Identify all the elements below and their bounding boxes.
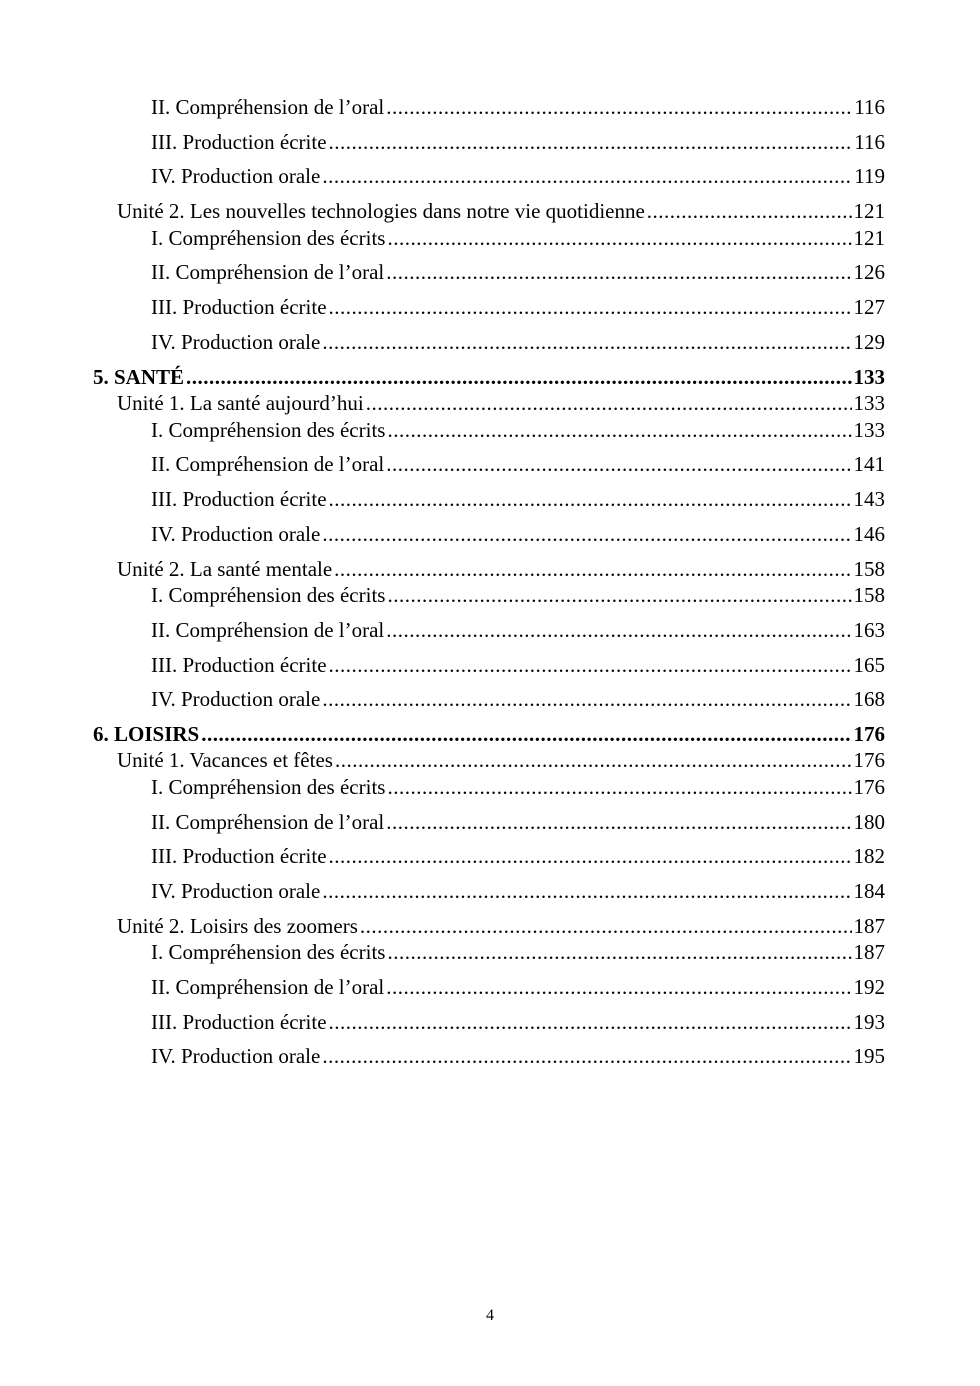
dot-leader xyxy=(335,747,852,773)
toc-entry-title: III. Production écrite xyxy=(151,130,327,154)
page-number: 4 xyxy=(486,1307,494,1324)
dot-leader xyxy=(329,843,852,869)
toc-entry-title: Unité 1. La santé aujourd’hui xyxy=(117,391,364,415)
dot-leader xyxy=(322,878,851,904)
toc-entry-page: 146 xyxy=(853,522,885,546)
toc-entry-page: 129 xyxy=(853,330,885,354)
dot-leader xyxy=(201,721,851,747)
toc-entry-page: 133 xyxy=(853,391,885,415)
dot-leader xyxy=(186,364,851,390)
toc-entry-title: I. Compréhension des écrits xyxy=(151,583,386,607)
dot-leader xyxy=(387,417,851,443)
toc-entry-page: 158 xyxy=(853,557,885,581)
toc-entry-page: 143 xyxy=(853,487,885,511)
toc-entry-page: 193 xyxy=(853,1010,885,1034)
toc-section[interactable] xyxy=(151,774,885,800)
toc-entry-page: 176 xyxy=(853,775,885,799)
dot-leader xyxy=(322,1043,851,1069)
toc-section[interactable] xyxy=(151,451,885,477)
toc-entry-page: 187 xyxy=(853,914,885,938)
toc-entry-title: III. Production écrite xyxy=(151,295,327,319)
dot-leader xyxy=(322,163,852,189)
toc-section[interactable] xyxy=(151,686,885,712)
toc-entry-title: II. Compréhension de l’oral xyxy=(151,452,385,476)
dot-leader xyxy=(647,198,852,224)
dot-leader xyxy=(386,259,851,285)
toc-unit[interactable] xyxy=(117,556,885,582)
dot-leader xyxy=(329,1009,852,1035)
dot-leader xyxy=(322,329,851,355)
toc-entry-title: I. Compréhension des écrits xyxy=(151,940,386,964)
toc-entry-page: 141 xyxy=(853,452,885,476)
dot-leader xyxy=(387,582,851,608)
dot-leader xyxy=(334,556,851,582)
toc-section[interactable] xyxy=(151,1043,885,1069)
dot-leader xyxy=(366,390,852,416)
toc-chapter[interactable] xyxy=(93,364,885,390)
toc-entry-title: I. Compréhension des écrits xyxy=(151,775,386,799)
toc-entry-title: III. Production écrite xyxy=(151,844,327,868)
toc-entry-title: III. Production écrite xyxy=(151,653,327,677)
toc-entry-page: 158 xyxy=(853,583,885,607)
toc-entry-title: I. Compréhension des écrits xyxy=(151,226,386,250)
toc-section[interactable] xyxy=(151,652,885,678)
toc-entry-page: 165 xyxy=(853,653,885,677)
toc-entry-title: 5. SANTÉ xyxy=(93,365,185,389)
toc-entry-title: IV. Production orale xyxy=(151,687,321,711)
toc-section[interactable] xyxy=(151,417,885,443)
toc-entry-title: III. Production écrite xyxy=(151,487,327,511)
toc-entry-title: Unité 2. La santé mentale xyxy=(117,557,333,581)
toc-entry-page: 180 xyxy=(853,810,885,834)
toc-section[interactable] xyxy=(151,582,885,608)
dot-leader xyxy=(387,225,851,251)
toc-section[interactable] xyxy=(151,259,885,285)
toc-unit[interactable] xyxy=(117,747,885,773)
toc-entry-title: IV. Production orale xyxy=(151,330,321,354)
toc-entry-page: 127 xyxy=(853,295,885,319)
toc-section[interactable] xyxy=(151,939,885,965)
toc-entry-page: 163 xyxy=(853,618,885,642)
dot-leader xyxy=(387,774,851,800)
toc-entry-page: 121 xyxy=(853,226,885,250)
toc-unit[interactable] xyxy=(117,913,885,939)
toc-entry-title: Unité 1. Vacances et fêtes xyxy=(117,748,333,772)
dot-leader xyxy=(329,652,852,678)
toc-entry-page: 121 xyxy=(853,199,885,223)
toc-entry-title: 6. LOISIRS xyxy=(93,722,200,746)
toc-section[interactable] xyxy=(151,974,885,1000)
toc-section[interactable] xyxy=(151,486,885,512)
toc-section[interactable] xyxy=(151,809,885,835)
toc-entry-title: II. Compréhension de l’oral xyxy=(151,810,385,834)
toc-section[interactable] xyxy=(151,94,885,120)
toc-entry-page: 187 xyxy=(853,940,885,964)
dot-leader xyxy=(386,974,851,1000)
toc-section[interactable] xyxy=(151,843,885,869)
toc-entry-page: 176 xyxy=(853,748,885,772)
toc-entry-page: 116 xyxy=(854,130,885,154)
toc-entry-title: IV. Production orale xyxy=(151,164,321,188)
toc-section[interactable] xyxy=(151,617,885,643)
toc-section[interactable] xyxy=(151,129,885,155)
dot-leader xyxy=(329,129,853,155)
toc-entry-page: 116 xyxy=(854,95,885,119)
toc-unit[interactable] xyxy=(117,198,885,224)
dot-leader xyxy=(386,617,851,643)
toc-entry-page: 119 xyxy=(854,164,885,188)
dot-leader xyxy=(360,913,852,939)
dot-leader xyxy=(322,686,851,712)
toc-unit[interactable] xyxy=(117,390,885,416)
toc-entry-page: 182 xyxy=(853,844,885,868)
toc-entry-title: II. Compréhension de l’oral xyxy=(151,260,385,284)
toc-entry-title: IV. Production orale xyxy=(151,1044,321,1068)
toc-entry-title: I. Compréhension des écrits xyxy=(151,418,386,442)
toc-section[interactable] xyxy=(151,1009,885,1035)
toc-entry-page: 176 xyxy=(853,722,885,746)
toc-entry-title: III. Production écrite xyxy=(151,1010,327,1034)
toc-entry-title: IV. Production orale xyxy=(151,522,321,546)
toc-entry-page: 126 xyxy=(853,260,885,284)
toc-section[interactable] xyxy=(151,878,885,904)
dot-leader xyxy=(386,809,851,835)
toc-entry-page: 184 xyxy=(853,879,885,903)
dot-leader xyxy=(329,294,852,320)
dot-leader xyxy=(386,451,851,477)
toc-entry-page: 192 xyxy=(853,975,885,999)
toc-entry-title: Unité 2. Les nouvelles technologies dans notre vie quotidienne xyxy=(117,199,645,223)
toc-entry-page: 168 xyxy=(853,687,885,711)
toc-entry-title: Unité 2. Loisirs des zoomers xyxy=(117,914,358,938)
toc-chapter[interactable] xyxy=(93,721,885,747)
dot-leader xyxy=(329,486,852,512)
toc-entry-title: II. Compréhension de l’oral xyxy=(151,618,385,642)
dot-leader xyxy=(386,94,852,120)
dot-leader xyxy=(322,521,851,547)
toc-entry-page: 133 xyxy=(853,365,885,389)
toc-section[interactable] xyxy=(151,294,885,320)
toc-entry-title: II. Compréhension de l’oral xyxy=(151,975,385,999)
toc-section[interactable] xyxy=(151,225,885,251)
toc-entry-title: II. Compréhension de l’oral xyxy=(151,95,385,119)
toc-section[interactable] xyxy=(151,163,885,189)
dot-leader xyxy=(387,939,851,965)
toc-entry-page: 133 xyxy=(853,418,885,442)
toc-section[interactable] xyxy=(151,521,885,547)
toc-entry-title: IV. Production orale xyxy=(151,879,321,903)
toc-entry-page: 195 xyxy=(853,1044,885,1068)
toc-section[interactable] xyxy=(151,329,885,355)
